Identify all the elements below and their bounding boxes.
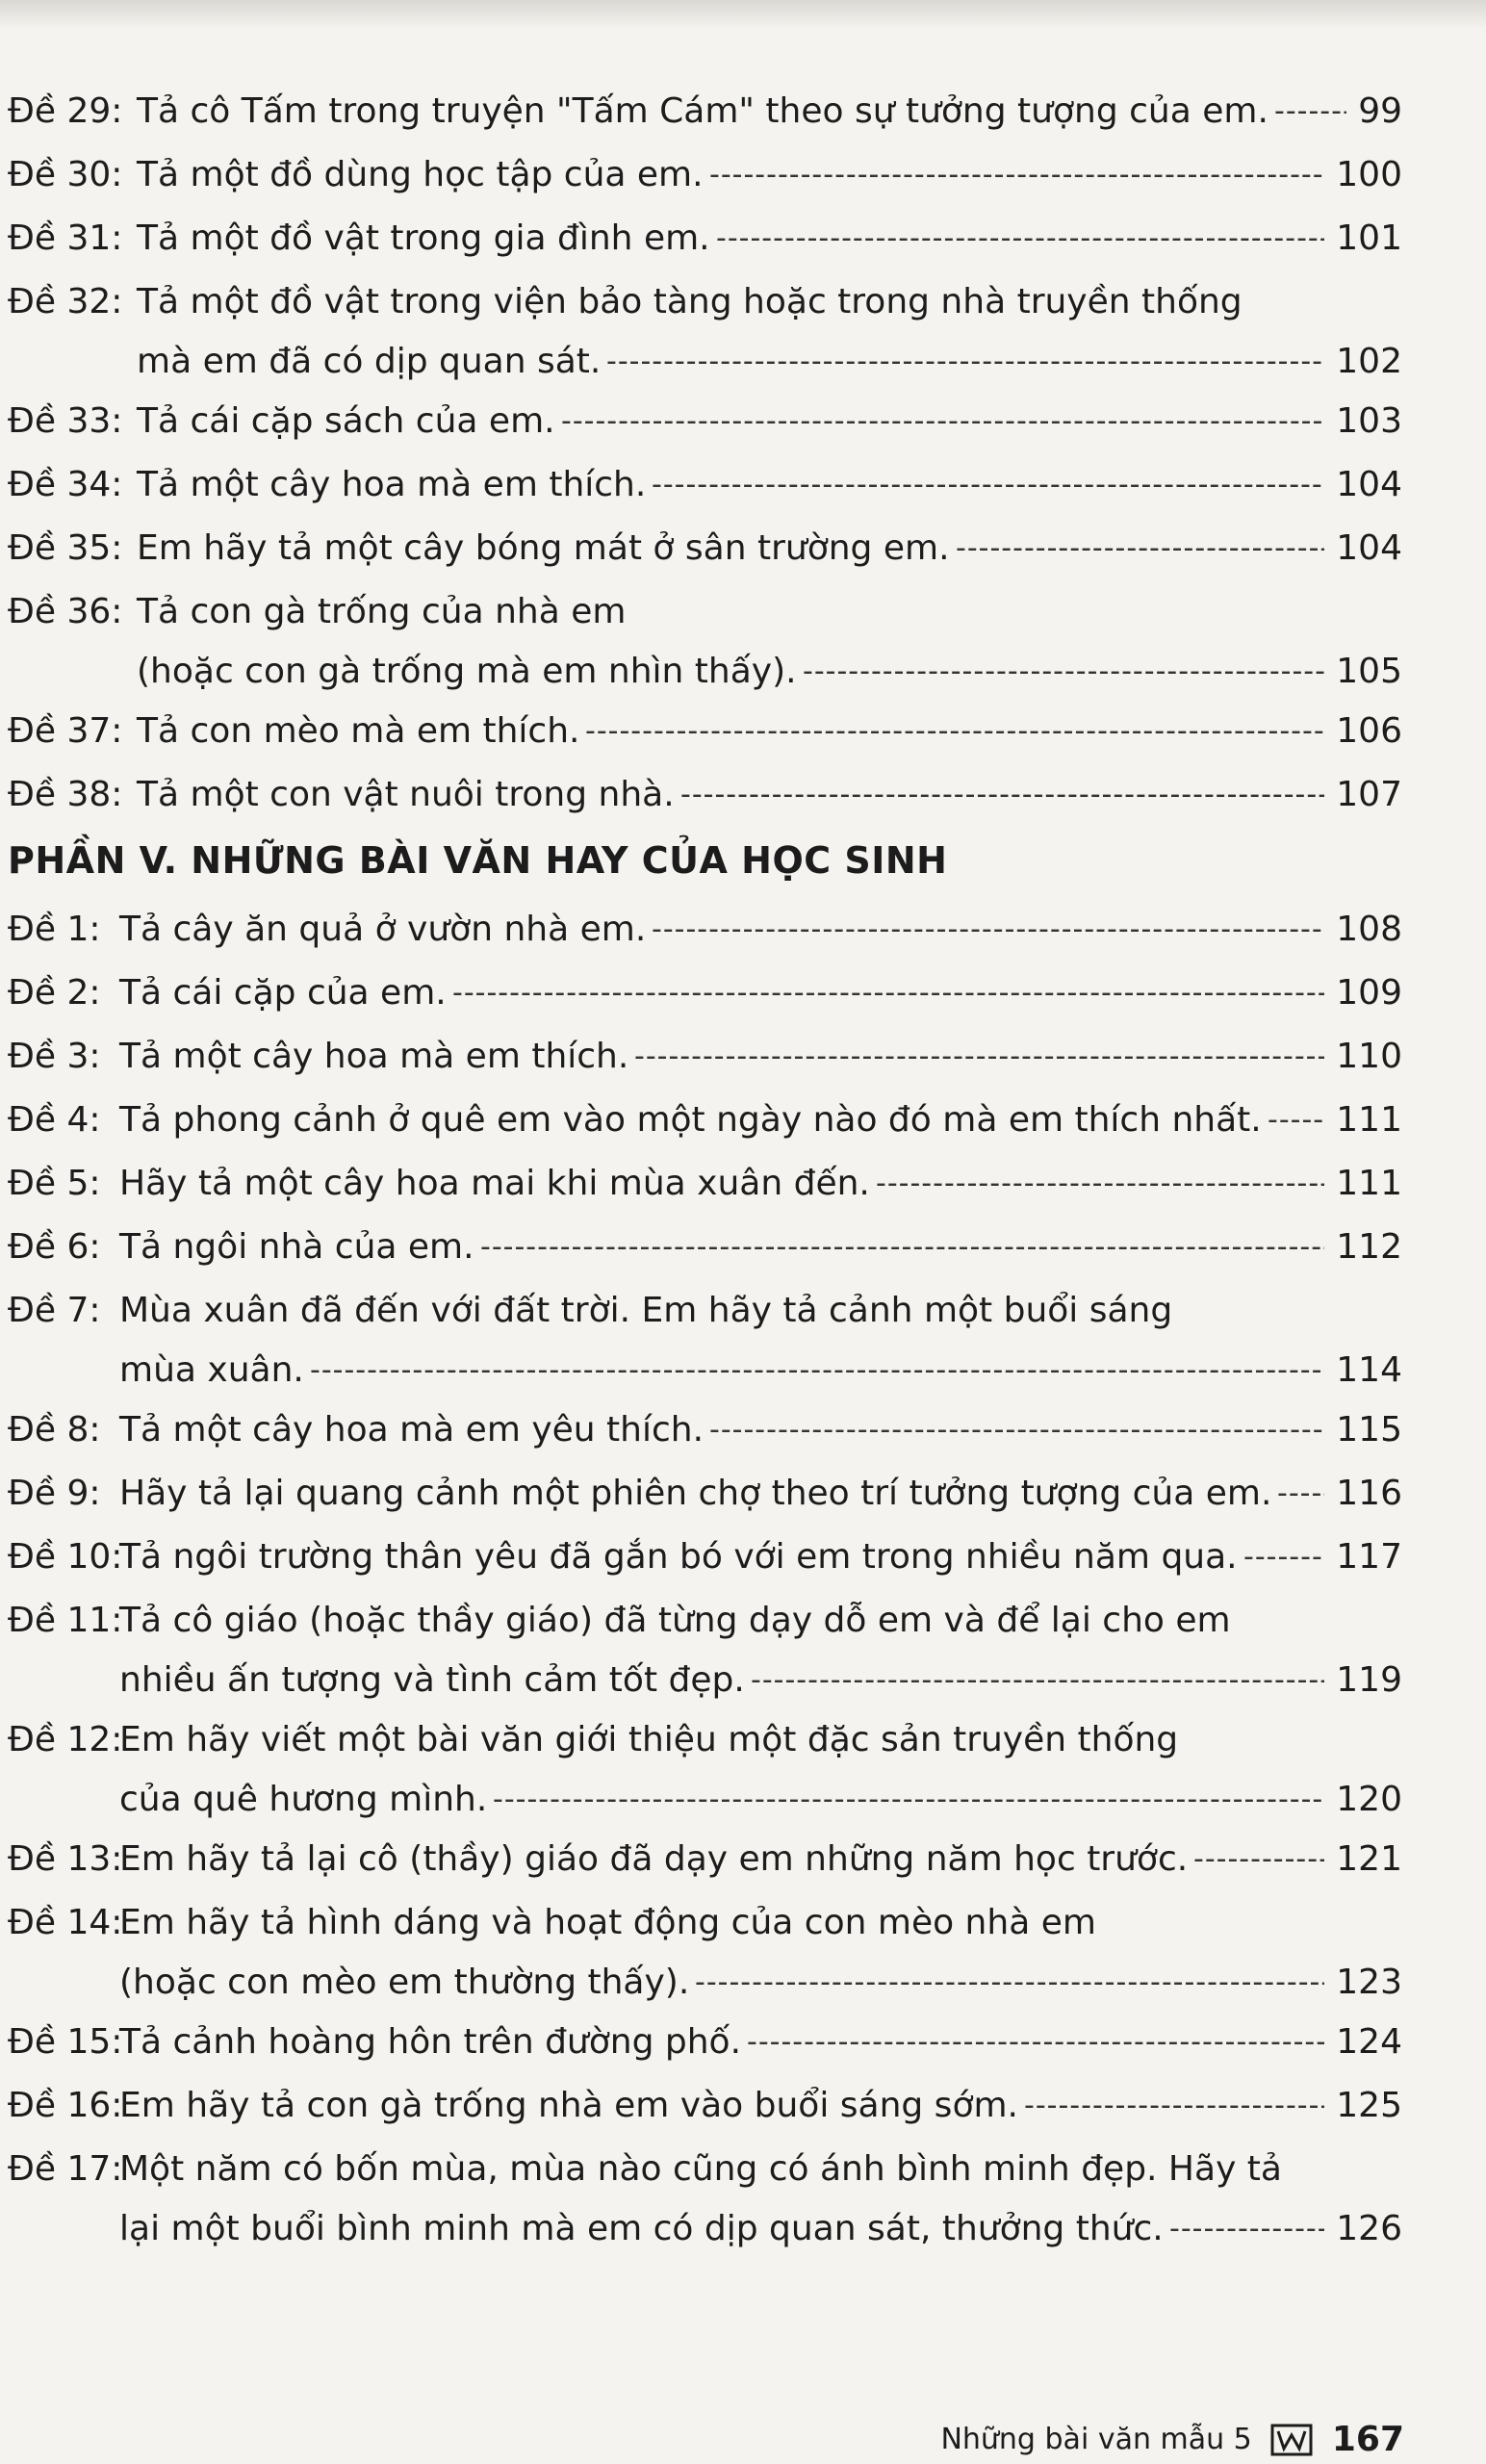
toc-entry-label: Đề 2: <box>8 973 101 1013</box>
toc-entry-line <box>0 2083 1486 2129</box>
toc-leader-dots <box>1243 1534 1324 1580</box>
toc-entry-line <box>0 398 1486 445</box>
toc-entry-title: Tả cảnh hoàng hôn trên đường phố. <box>119 2022 742 2062</box>
toc-leader-dots <box>652 462 1324 508</box>
toc-leader-dots <box>561 398 1324 445</box>
toc-leader-dots <box>680 772 1324 818</box>
toc-entry-title: Mùa xuân đã đến với đất trời. Em hãy tả cảnh một buổi sáng <box>119 1291 1173 1330</box>
toc-entry-page: 124 <box>1336 2022 1402 2062</box>
toc-leader-dots <box>1024 2083 1324 2129</box>
toc-entry-title: (hoặc con mèo em thường thấy). <box>119 1963 690 2002</box>
toc-entry-label: Đề 14: <box>8 1903 123 1942</box>
toc-entry-page: 126 <box>1336 2209 1402 2248</box>
toc-leader-dots <box>585 708 1324 755</box>
toc-entry-title: Tả cô Tấm trong truyện "Tấm Cám" theo sự tưởng tượng của em. <box>137 91 1268 131</box>
toc-entry-line <box>0 1836 1486 1883</box>
toc-entry-line <box>0 1598 1486 1644</box>
toc-entry-title: Em hãy tả con gà trống nhà em vào buổi sáng sớm. <box>119 2086 1018 2125</box>
toc-entry-label: Đề 30: <box>8 155 123 194</box>
toc-entry-title: Tả ngôi nhà của em. <box>119 1227 474 1267</box>
toc-entry-title: Tả ngôi trường thân yêu đã gắn bó với em trong nhiều năm qua. <box>119 1537 1238 1577</box>
toc-entry-label: Đề 36: <box>8 592 123 631</box>
toc-entry-label: Đề 13: <box>8 1839 123 1879</box>
toc-entry-line <box>0 1471 1486 1517</box>
toc-entry-label: Đề 29: <box>8 91 123 131</box>
toc-entry-label: Đề 11: <box>8 1601 123 1640</box>
toc-entry-title: Tả một cây hoa mà em thích. <box>119 1037 629 1076</box>
toc-entry-label: Đề 4: <box>8 1100 101 1140</box>
toc-leader-dots <box>452 970 1324 1016</box>
toc-entry-page: 117 <box>1336 1537 1402 1577</box>
toc-leader-dots <box>747 2019 1324 2066</box>
toc-leader-dots <box>1169 2206 1324 2252</box>
book-logo-icon <box>1270 2423 1313 2457</box>
toc-entry-line <box>0 339 1486 385</box>
toc-entry-line <box>0 216 1486 262</box>
toc-entry-label: Đề 33: <box>8 401 123 441</box>
toc-entry-line <box>0 1288 1486 1334</box>
toc-entry-line <box>0 772 1486 818</box>
toc-entry-page: 101 <box>1336 218 1402 258</box>
toc-entry-label: Đề 17: <box>8 2149 123 2189</box>
toc-entry-page: 108 <box>1336 910 1402 949</box>
toc-entry-line <box>0 907 1486 953</box>
toc-entry-line <box>0 279 1486 325</box>
toc-entry-title: Em hãy tả hình dáng và hoạt động của con mèo nhà em <box>119 1903 1096 1942</box>
toc-entry-title: Em hãy viết một bài văn giới thiệu một đặc sản truyền thống <box>119 1720 1179 1759</box>
toc-leader-dots <box>1268 1097 1324 1143</box>
toc-entry-label: Đề 9: <box>8 1474 101 1513</box>
toc-leader-dots <box>876 1161 1324 1207</box>
toc-entry-page: 107 <box>1336 775 1402 814</box>
toc-entry-line <box>0 589 1486 635</box>
toc-leader-dots <box>480 1224 1324 1270</box>
toc-leader-dots <box>709 152 1324 198</box>
toc-entry-line <box>0 649 1486 695</box>
toc-leader-dots <box>751 1657 1324 1704</box>
toc-leader-dots <box>695 1960 1324 2006</box>
toc-entry-title: Tả cái cặp của em. <box>119 973 447 1013</box>
toc-entry-title: Tả một cây hoa mà em yêu thích. <box>119 1410 705 1450</box>
toc-entry-label: Đề 12: <box>8 1720 123 1759</box>
toc-entry-title: Tả một đồ dùng học tập của em. <box>137 155 704 194</box>
toc-entry-line <box>0 1034 1486 1080</box>
toc-leader-dots <box>652 907 1324 953</box>
toc-entry-line <box>0 1348 1486 1394</box>
toc-entry-page: 111 <box>1336 1164 1402 1203</box>
toc-entry-line <box>0 1161 1486 1207</box>
toc-leader-dots <box>493 1777 1324 1823</box>
toc-entry-title: lại một buổi bình minh mà em có dịp quan sát, thưởng thức. <box>119 2209 1164 2248</box>
page-footer <box>940 2416 1404 2462</box>
toc-entry-page: 109 <box>1336 973 1402 1013</box>
toc-entry-line <box>0 2206 1486 2252</box>
toc-entry-page: 103 <box>1336 401 1402 441</box>
toc-entry-page: 114 <box>1336 1350 1402 1390</box>
toc-entry-page: 104 <box>1336 465 1402 504</box>
toc-entry-label: Đề 3: <box>8 1037 101 1076</box>
toc-entry-page: 111 <box>1336 1100 1402 1140</box>
toc-entry-label: Đề 6: <box>8 1227 101 1267</box>
toc-leader-dots <box>803 649 1324 695</box>
toc-entry-page: 125 <box>1336 2086 1402 2125</box>
toc-entry-page: 119 <box>1336 1660 1402 1700</box>
toc-entry-title: Tả một đồ vật trong viện bảo tàng hoặc trong nhà truyền thống <box>137 282 1243 321</box>
toc-entry-page: 115 <box>1336 1410 1402 1450</box>
toc-entry-title: Tả con gà trống của nhà em <box>137 592 627 631</box>
toc-entry-title: Em hãy tả lại cô (thầy) giáo đã dạy em những năm học trước. <box>119 1839 1189 1879</box>
toc-leader-dots <box>716 216 1324 262</box>
page-top-edge <box>0 0 1486 29</box>
toc-entry-title: Tả cây ăn quả ở vườn nhà em. <box>119 910 647 949</box>
toc-entry-label: Đề 5: <box>8 1164 101 1203</box>
toc-entry-label: Đề 1: <box>8 910 101 949</box>
toc-entry-line <box>0 2146 1486 2193</box>
footer-page-number: 167 <box>1331 2419 1404 2459</box>
toc-entry-title: Hãy tả một cây hoa mai khi mùa xuân đến. <box>119 1164 870 1203</box>
toc-entry-title: Tả một đồ vật trong gia đình em. <box>137 218 710 258</box>
toc-entry-title: Tả cô giáo (hoặc thầy giáo) đã từng dạy dỗ em và để lại cho em <box>119 1601 1231 1640</box>
toc-entry-page: 110 <box>1336 1037 1402 1076</box>
toc-entry-line <box>0 526 1486 572</box>
toc-leader-dots <box>310 1348 1324 1394</box>
toc-entry-title: mà em đã có dịp quan sát. <box>137 342 602 381</box>
section-v-heading: PHẦN V. NHỮNG BÀI VĂN HAY CỦA HỌC SINH <box>8 839 948 882</box>
toc-entry-label: Đề 31: <box>8 218 123 258</box>
toc-leader-dots <box>1193 1836 1324 1883</box>
toc-entry-page: 123 <box>1336 1963 1402 2002</box>
footer-book-title: Những bài văn mẫu 5 <box>940 2422 1252 2456</box>
toc-entry-title: Tả một cây hoa mà em thích. <box>137 465 647 504</box>
toc-entry-label: Đề 8: <box>8 1410 101 1450</box>
toc-entry-line <box>0 1224 1486 1270</box>
toc-leader-dots <box>956 526 1324 572</box>
toc-entry-page: 105 <box>1336 652 1402 691</box>
toc-entry-label: Đề 32: <box>8 282 123 321</box>
toc-entry-title: (hoặc con gà trống mà em nhìn thấy). <box>137 652 797 691</box>
toc-entry-title: Em hãy tả một cây bóng mát ở sân trường em. <box>137 528 950 568</box>
toc-entry-title: của quê hương mình. <box>119 1780 488 1819</box>
toc-entry-title: mùa xuân. <box>119 1350 304 1390</box>
toc-entry-line <box>0 1717 1486 1763</box>
toc-entry-page: 106 <box>1336 711 1402 751</box>
toc-entry-label: Đề 38: <box>8 775 123 814</box>
toc-entry-page: 121 <box>1336 1839 1402 1879</box>
toc-entry-label: Đề 15: <box>8 2022 123 2062</box>
toc-entry-label: Đề 37: <box>8 711 123 751</box>
toc-entry-title: Tả phong cảnh ở quê em vào một ngày nào đó mà em thích nhất. <box>119 1100 1262 1140</box>
toc-entry-line <box>0 1407 1486 1453</box>
toc-entry-line <box>0 462 1486 508</box>
toc-entry-label: Đề 7: <box>8 1291 101 1330</box>
toc-entry-page: 102 <box>1336 342 1402 381</box>
toc-entry-page: 116 <box>1336 1474 1402 1513</box>
toc-leader-dots <box>606 339 1324 385</box>
toc-entry-line <box>0 2019 1486 2066</box>
toc-entry-label: Đề 35: <box>8 528 123 568</box>
toc-entry-page: 100 <box>1336 155 1402 194</box>
toc-entry-line <box>0 970 1486 1016</box>
toc-leader-dots <box>709 1407 1324 1453</box>
toc-entry-line <box>0 89 1486 135</box>
toc-entry-page: 99 <box>1358 91 1402 131</box>
toc-entry-label: Đề 10: <box>8 1537 123 1577</box>
toc-leader-dots <box>1274 89 1346 135</box>
toc-entry-line <box>0 708 1486 755</box>
toc-entry-line <box>0 1097 1486 1143</box>
toc-entry-line <box>0 152 1486 198</box>
toc-entry-page: 112 <box>1336 1227 1402 1267</box>
toc-entry-title: nhiều ấn tượng và tình cảm tốt đẹp. <box>119 1660 745 1700</box>
toc-entry-title: Tả cái cặp sách của em. <box>137 401 555 441</box>
toc-entry-title: Tả một con vật nuôi trong nhà. <box>137 775 675 814</box>
toc-entry-label: Đề 16: <box>8 2086 123 2125</box>
toc-leader-dots <box>634 1034 1324 1080</box>
toc-entry-line <box>0 1777 1486 1823</box>
toc-entry-page: 104 <box>1336 528 1402 568</box>
toc-entry-title: Một năm có bốn mùa, mùa nào cũng có ánh bình minh đẹp. Hãy tả <box>119 2149 1282 2189</box>
toc-entry-line <box>0 1534 1486 1580</box>
toc-entry-line <box>0 1657 1486 1704</box>
toc-entry-title: Hãy tả lại quang cảnh một phiên chợ theo trí tưởng tượng của em. <box>119 1474 1272 1513</box>
toc-entry-title: Tả con mèo mà em thích. <box>137 711 580 751</box>
toc-entry-label: Đề 34: <box>8 465 123 504</box>
toc-entry-line <box>0 1900 1486 1946</box>
toc-entry-page: 120 <box>1336 1780 1402 1819</box>
toc-entry-line <box>0 1960 1486 2006</box>
toc-leader-dots <box>1277 1471 1324 1517</box>
